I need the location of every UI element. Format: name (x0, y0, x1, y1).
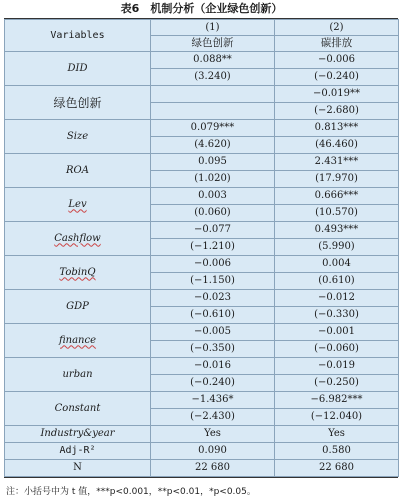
cell-adjr2-c1: 0.090 (151, 443, 275, 460)
row-roa-coef (5, 154, 399, 171)
label-finance-text: finance (58, 334, 97, 346)
label-roa: ROA (5, 154, 151, 188)
cell-gdp-c1: −0.023 (151, 290, 275, 307)
cell-green-c1 (151, 86, 275, 103)
cell-n-c2: 22 680 (275, 460, 399, 477)
table-note: 注：小括号中为 t 值，***p<0.001，**p<0.01，*p<0.05。 (6, 487, 256, 497)
row-urban-coef (5, 358, 399, 375)
row-adj-r2 (5, 443, 399, 460)
label-n: N (5, 460, 151, 477)
table-title: 表6 机制分析（企业绿色创新） (120, 2, 283, 15)
label-industry-year: Industry&year (5, 426, 151, 443)
label-size: Size (5, 120, 151, 154)
row-industry-year (5, 426, 399, 443)
row-size-coef (5, 120, 399, 137)
label-green-innovation: 绿色创新 (5, 86, 151, 120)
cell-size-c1-t: (4.620) (151, 137, 275, 154)
header-col1-name: 绿色创新 (151, 36, 275, 52)
cell-finance-c1: −0.005 (151, 324, 275, 341)
header-col2-name: 碳排放 (275, 36, 399, 52)
cell-size-c2: 0.813*** (275, 120, 399, 137)
cell-roa-c2-t: (17.970) (275, 171, 399, 188)
label-adj-r2: Adj-R² (5, 443, 151, 460)
label-finance (5, 324, 151, 358)
cell-industry-c2: Yes (275, 426, 399, 443)
cell-gdp-c2: −0.012 (275, 290, 399, 307)
cell-urban-c2: −0.019 (275, 358, 399, 375)
cell-did-c1: 0.088** (151, 52, 275, 69)
cell-green-c2: −0.019** (275, 86, 399, 103)
header-variables: Variables (5, 20, 151, 52)
cell-did-c2-t: (−0.240) (275, 69, 399, 86)
cell-roa-c1: 0.095 (151, 154, 275, 171)
label-tobinq (5, 256, 151, 290)
row-gdp-coef (5, 290, 399, 307)
cell-industry-c1: Yes (151, 426, 275, 443)
header-col2-number: (2) (275, 20, 399, 36)
cell-adjr2-c2: 0.580 (275, 443, 399, 460)
header-row-1 (5, 20, 399, 36)
cell-lev-c1-t: (0.060) (151, 205, 275, 222)
cell-constant-c1: −1.436* (151, 392, 275, 409)
cell-cashflow-c1: −0.077 (151, 222, 275, 239)
cell-urban-c1: −0.016 (151, 358, 275, 375)
label-constant: Constant (5, 392, 151, 426)
label-cashflow (5, 222, 151, 256)
label-tobinq-text: TobinQ (59, 266, 96, 278)
cell-roa-c1-t: (1.020) (151, 171, 275, 188)
cell-roa-c2: 2.431*** (275, 154, 399, 171)
cell-size-c1: 0.079*** (151, 120, 275, 137)
row-cashflow-coef (5, 222, 399, 239)
cell-lev-c2: 0.666*** (275, 188, 399, 205)
cell-finance-c1-t: (−0.350) (151, 341, 275, 358)
cell-cashflow-c2-t: (5.990) (275, 239, 399, 256)
cell-urban-c1-t: (−0.240) (151, 375, 275, 392)
cell-urban-c2-t: (−0.250) (275, 375, 399, 392)
cell-did-c2: −0.006 (275, 52, 399, 69)
row-lev-coef (5, 188, 399, 205)
cell-constant-c2: −6.982*** (275, 392, 399, 409)
cell-n-c1: 22 680 (151, 460, 275, 477)
label-lev (5, 188, 151, 222)
cell-green-c2-t: (−2.680) (275, 103, 399, 120)
row-constant-coef (5, 392, 399, 409)
cell-tobinq-c2-t: (0.610) (275, 273, 399, 290)
cell-lev-c1: 0.003 (151, 188, 275, 205)
cell-tobinq-c2: 0.004 (275, 256, 399, 273)
row-green-coef (5, 86, 399, 103)
header-col1-number: (1) (151, 20, 275, 36)
row-tobinq-coef (5, 256, 399, 273)
cell-did-c1-t: (3.240) (151, 69, 275, 86)
cell-constant-c1-t: (−2.430) (151, 409, 275, 426)
label-urban: urban (5, 358, 151, 392)
cell-tobinq-c1-t: (−1.150) (151, 273, 275, 290)
regression-table (4, 18, 398, 478)
cell-gdp-c1-t: (−0.610) (151, 307, 275, 324)
cell-tobinq-c1: −0.006 (151, 256, 275, 273)
label-lev-text: Lev (68, 198, 87, 210)
cell-cashflow-c1-t: (−1.210) (151, 239, 275, 256)
cell-green-c1-t (151, 103, 275, 120)
label-gdp: GDP (5, 290, 151, 324)
row-finance-coef (5, 324, 399, 341)
cell-constant-c2-t: (−12.040) (275, 409, 399, 426)
label-cashflow-text: Cashflow (54, 232, 101, 244)
cell-cashflow-c2: 0.493*** (275, 222, 399, 239)
row-n (5, 460, 399, 477)
cell-lev-c2-t: (10.570) (275, 205, 399, 222)
cell-finance-c2: −0.001 (275, 324, 399, 341)
cell-gdp-c2-t: (−0.330) (275, 307, 399, 324)
cell-size-c2-t: (46.460) (275, 137, 399, 154)
label-did: DID (5, 52, 151, 86)
row-did-coef (5, 52, 399, 69)
cell-finance-c2-t: (−0.060) (275, 341, 399, 358)
